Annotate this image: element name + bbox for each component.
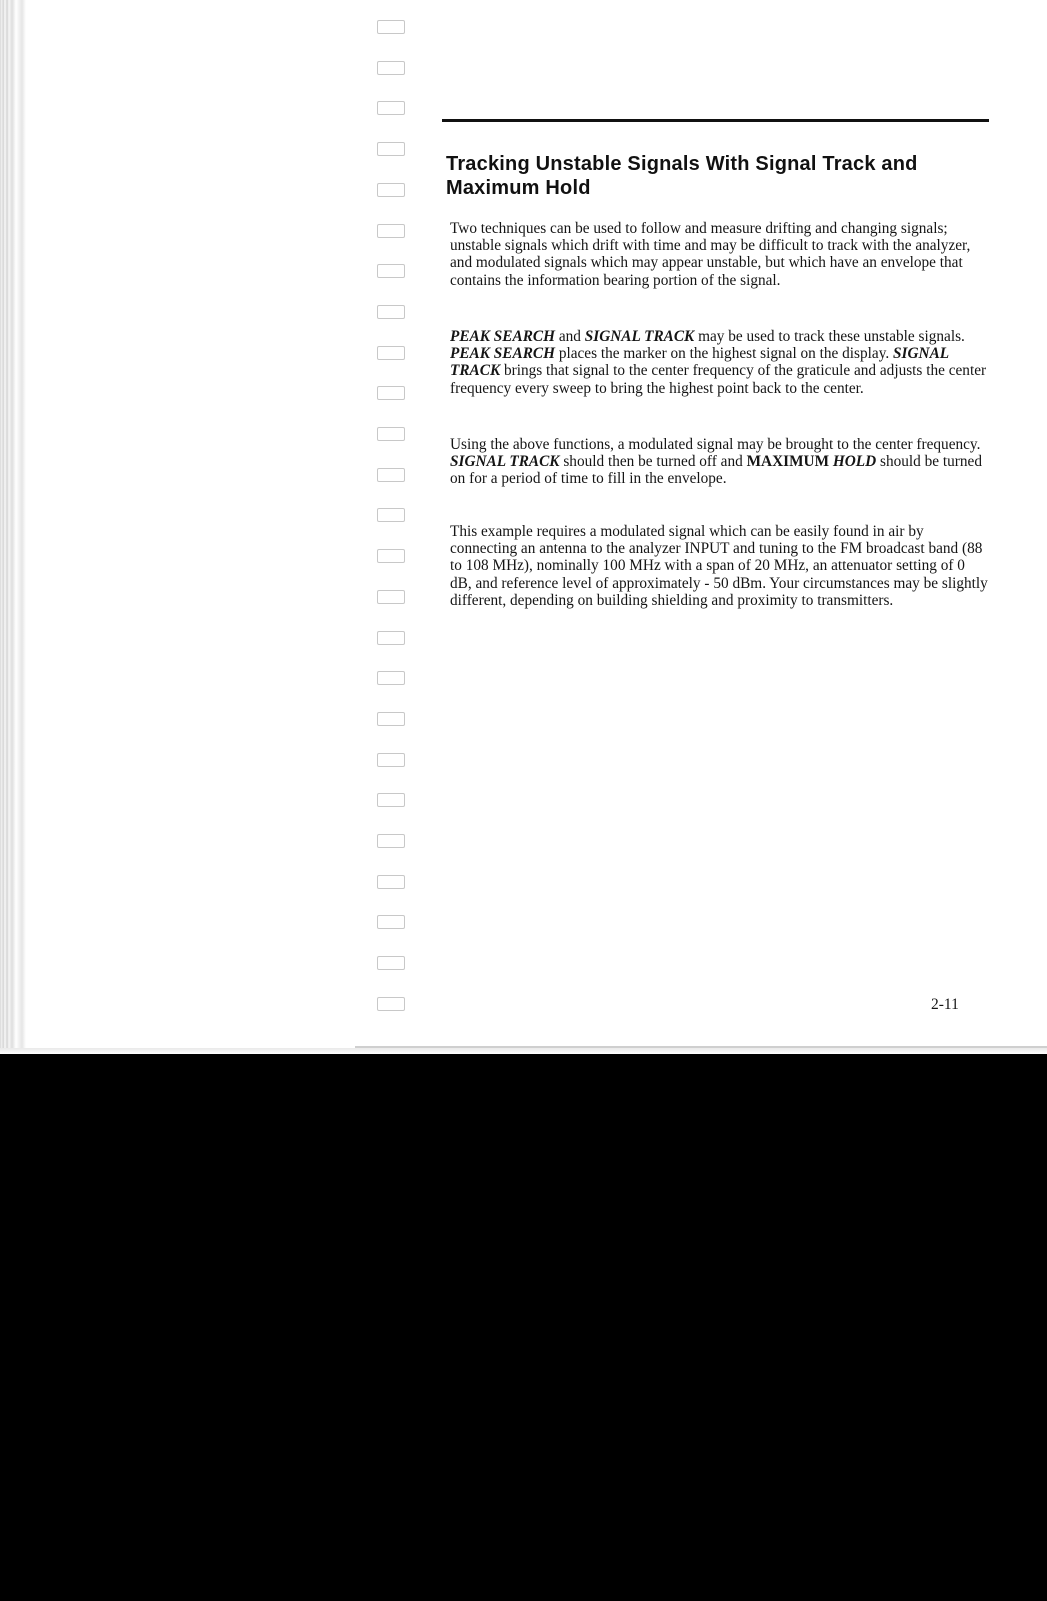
text-run: and bbox=[555, 328, 585, 345]
binder-hole bbox=[377, 997, 405, 1011]
binder-hole bbox=[377, 61, 405, 75]
binder-hole bbox=[377, 264, 405, 278]
text-run: SIGNAL TRACK bbox=[584, 328, 695, 345]
text-run: brings that signal to the center frequency of the graticule and adjusts the center frequency every sweep to bring the highest point back to the center. bbox=[450, 362, 987, 397]
binder-hole bbox=[377, 915, 405, 929]
text-run: PEAK SEARCH bbox=[450, 328, 555, 345]
text-run: Two techniques can be used to follow and measure drifting and changing signals; unstable signals which drift with time and may be difficult to track with the analyzer, and modulated signals which may appear unstable, but which have an envelope that contains the information bearing portion of the signal. bbox=[450, 220, 971, 289]
text-run: HOLD bbox=[832, 453, 877, 471]
binder-hole bbox=[377, 590, 405, 604]
binder-hole bbox=[377, 549, 405, 563]
binder-hole bbox=[377, 468, 405, 482]
page-bottom-shadow bbox=[0, 1048, 1047, 1054]
binder-spine-shadow bbox=[0, 0, 40, 1054]
binder-hole bbox=[377, 346, 405, 360]
text-run: should be turned on for a period of time to fill in the envelope. bbox=[450, 453, 982, 488]
binder-hole bbox=[377, 101, 405, 115]
header-rule bbox=[442, 119, 989, 122]
binder-hole bbox=[377, 712, 405, 726]
binder-hole bbox=[377, 142, 405, 156]
paragraph-4 bbox=[450, 523, 990, 609]
text-run: may be used to track these unstable signals. bbox=[694, 328, 965, 345]
binder-hole bbox=[377, 631, 405, 645]
text-run: PEAK SEARCH bbox=[450, 345, 555, 363]
text-run: This example requires a modulated signal which can be easily found in air by connecting an antenna to the analyzer INPUT and tuning to the FM broadcast band (88 to 108 MHz), nominally 100 MHz with a span of 20 MHz, an attenuator setting of 0 dB, and reference level of approximately - 50 dBm. Your circumstances may be slightly different, depending on building shielding and proximity to transmitters. bbox=[450, 523, 988, 609]
binder-hole bbox=[377, 386, 405, 400]
binder-hole bbox=[377, 305, 405, 319]
text-run: Using the above functions, a modulated signal may be brought to the center frequency. bbox=[450, 436, 981, 453]
binder-hole bbox=[377, 875, 405, 889]
paragraph-3 bbox=[450, 436, 990, 488]
binder-hole bbox=[377, 183, 405, 197]
binder-hole bbox=[377, 20, 405, 34]
binder-hole bbox=[377, 834, 405, 848]
binder-hole bbox=[377, 671, 405, 685]
binder-hole bbox=[377, 508, 405, 522]
text-run: SIGNAL TRACK bbox=[450, 453, 560, 471]
binder-hole bbox=[377, 956, 405, 970]
text-run: MAXIMUM bbox=[746, 453, 830, 471]
paragraph-2 bbox=[450, 328, 990, 397]
paragraph-1 bbox=[450, 220, 990, 289]
text-run: places the marker on the highest signal on the display. bbox=[555, 345, 894, 363]
section-title: Tracking Unstable Signals With Signal Track and Maximum Hold bbox=[446, 153, 918, 199]
binder-hole bbox=[377, 224, 405, 238]
text-run: should then be turned off and bbox=[559, 453, 747, 471]
binder-hole bbox=[377, 793, 405, 807]
text-run: SIGNAL TRACK bbox=[450, 345, 949, 380]
binder-hole bbox=[377, 753, 405, 767]
page-number: 2-11 bbox=[931, 996, 959, 1013]
binder-hole bbox=[377, 427, 405, 441]
